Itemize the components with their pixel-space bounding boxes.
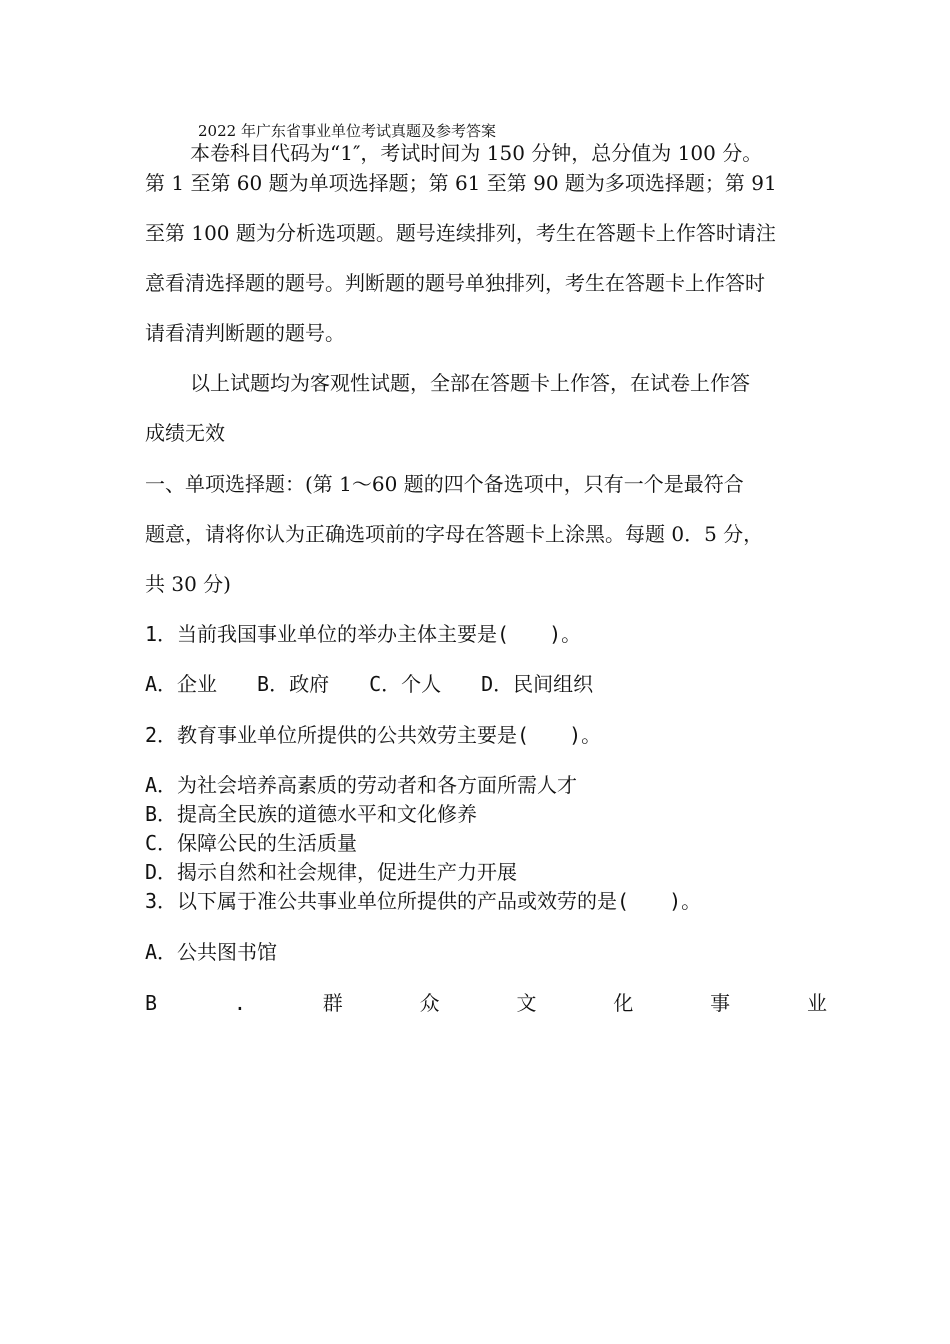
option-b-char: 化	[613, 991, 634, 1015]
option-b-char: 众	[419, 991, 440, 1015]
option-b-char: 事	[710, 991, 731, 1015]
intro-line-1: 本卷科目代码为“1″，考试时间为 150 分钟，总分值为 100 分。	[190, 141, 763, 165]
section-heading-line-3: 共 30 分)	[145, 572, 231, 596]
question-3-option-b-row	[145, 991, 827, 1015]
question-2-option-c: C．保障公民的生活质量	[145, 831, 358, 855]
question-2: 2．教育事业单位所提供的公共效劳主要是( )。	[145, 723, 602, 747]
document-title: 2022 年广东省事业单位考试真题及参考答案	[198, 122, 496, 140]
question-1: 1．当前我国事业单位的举办主体主要是( )。	[145, 622, 582, 646]
option-b-char: 业	[807, 991, 827, 1015]
section-heading-line-2: 题意，请将你认为正确选项前的字母在答题卡上涂黑。每题 0．5 分，	[145, 522, 764, 546]
intro-line-4: 意看清选择题的题号。判断题的题号单独排列，考生在答题卡上作答时	[145, 271, 765, 295]
question-2-option-a: A．为社会培养高素质的劳动者和各方面所需人才	[145, 773, 578, 797]
question-3: 3．以下属于准公共事业单位所提供的产品或效劳的是( )。	[145, 889, 702, 913]
intro-line-5: 请看清判断题的题号。	[145, 321, 345, 345]
option-b-char: B	[145, 991, 158, 1015]
question-1-options: A．企业 B．政府 C．个人 D．民间组织	[145, 672, 594, 696]
option-b-char: 群	[322, 991, 343, 1015]
question-3-option-a: A．公共图书馆	[145, 940, 278, 964]
intro-line-2: 第 1 至第 60 题为单项选择题；第 61 至第 90 题为多项选择题；第 91	[145, 171, 777, 195]
intro-line-6: 以上试题均为客观性试题，全部在答题卡上作答，在试卷上作答	[190, 371, 750, 395]
question-2-option-d: D．揭示自然和社会规律，促进生产力开展	[145, 860, 518, 884]
option-b-char: .	[233, 991, 246, 1015]
intro-line-3: 至第 100 题为分析选项题。题号连续排列，考生在答题卡上作答时请注	[145, 221, 776, 245]
question-2-option-b: B．提高全民族的道德水平和文化修养	[145, 802, 478, 826]
option-b-char: 文	[516, 991, 537, 1015]
intro-line-7: 成绩无效	[145, 421, 225, 445]
section-heading-line-1: 一、单项选择题：(第 1～60 题的四个备选项中，只有一个是最符合	[145, 472, 744, 496]
